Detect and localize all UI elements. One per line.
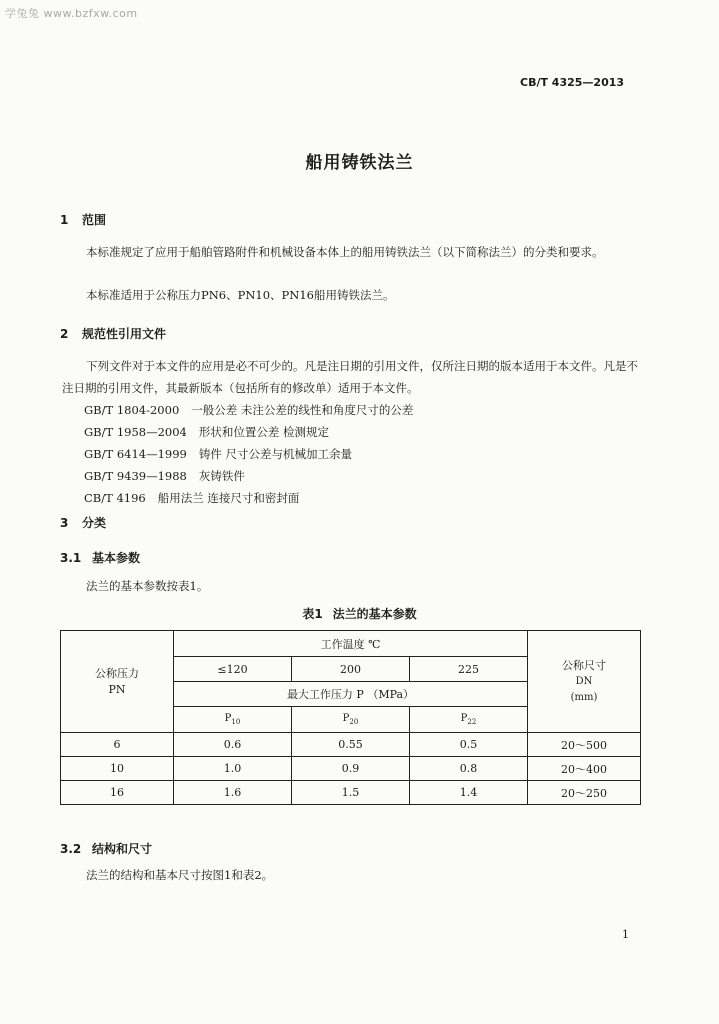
pressure-symbol: $P_{10}$ [174,707,292,733]
table-row [61,733,641,757]
section-number: 3 [60,516,69,530]
section-title: 结构和尺寸 [92,842,153,856]
table-caption-number: 表1 [302,607,323,621]
reference-item: GB/T 1804-2000 一般公差 未注公差的线性和角度尺寸的公差 [84,403,414,417]
dn-header-cell [528,631,641,733]
pressure-value: 1.4 [410,781,528,805]
section-title: 基本参数 [92,551,141,565]
temperature-value: ≤120 [174,657,292,682]
pn-label: 公称压力 [95,666,139,680]
section-number: 3.2 [60,842,82,856]
section-2-paragraph: 下列文件对于本文件的应用是必不可少的。凡是注日期的引用文件，仅所注日期的版本适用于本文件。凡是不注日期的引用文件，其最新版本（包括所有的修改单）适用于本文件。 [62,359,638,395]
pressure-value: 0.6 [174,733,292,757]
reference-item: CB/T 4196 船用法兰 连接尺寸和密封面 [84,491,300,505]
section-2-heading [60,325,166,342]
section-1-paragraph-1: 本标准规定了应用于船舶管路附件和机械设备本体上的船用铸铁法兰（以下简称法兰）的分类和要求。 [86,245,604,259]
reference-item: GB/T 6414—1999 铸件 尺寸公差与机械加工余量 [84,447,353,461]
temperature-header: 工作温度 ℃ [174,631,528,657]
watermark: 学兔兔 www.bzfxw.com [5,7,138,20]
reference-item: GB/T 9439—1988 灰铸铁件 [84,469,245,483]
table-row [61,757,641,781]
table-caption [0,605,719,622]
section-3-1-heading [60,549,140,566]
basic-parameters-table [60,630,641,805]
section-title: 规范性引用文件 [82,327,167,341]
section-3-2-paragraph: 法兰的结构和基本尺寸按图1和表2。 [86,868,274,882]
section-3-heading [60,514,106,531]
dn-value: 20～250 [528,781,641,805]
dn-value: 20～400 [528,757,641,781]
pressure-value: 0.55 [292,733,410,757]
pressure-symbol: $P_{20}$ [292,707,410,733]
temperature-value: 225 [410,657,528,682]
max-pressure-header: 最大工作压力 P （MPa） [174,682,528,707]
pressure-value: 1.6 [174,781,292,805]
pn-value: 10 [61,757,174,781]
section-title: 分类 [82,516,107,530]
dn-unit: (mm) [570,691,598,703]
reference-item: GB/T 1958—2004 形状和位置公差 检测规定 [84,425,330,439]
section-title: 范围 [82,213,107,227]
page-number: 1 [622,928,629,941]
table-row [61,781,641,805]
pressure-value: 0.5 [410,733,528,757]
table-caption-text: 法兰的基本参数 [332,607,417,621]
pn-header-cell [61,631,174,733]
pressure-value: 0.8 [410,757,528,781]
dn-symbol: DN [575,675,593,687]
pn-value: 6 [61,733,174,757]
section-1-heading [60,211,106,228]
document-title: 船用铸铁法兰 [305,153,414,173]
pressure-value: 1.5 [292,781,410,805]
standard-number: CB/T 4325—2013 [520,76,625,89]
pressure-value: 1.0 [174,757,292,781]
section-1-paragraph-2: 本标准适用于公称压力PN6、PN10、PN16船用铸铁法兰。 [86,288,395,302]
temperature-value: 200 [292,657,410,682]
section-3-1-paragraph: 法兰的基本参数按表1。 [86,579,209,593]
pressure-value: 0.9 [292,757,410,781]
section-number: 3.1 [60,551,82,565]
dn-label: 公称尺寸 [562,658,607,672]
pressure-symbol: $P_{22}$ [410,707,528,733]
pn-symbol: PN [108,682,126,696]
section-number: 2 [60,327,69,341]
pn-value: 16 [61,781,174,805]
dn-value: 20～500 [528,733,641,757]
section-3-2-heading [60,840,152,857]
section-number: 1 [60,213,69,227]
